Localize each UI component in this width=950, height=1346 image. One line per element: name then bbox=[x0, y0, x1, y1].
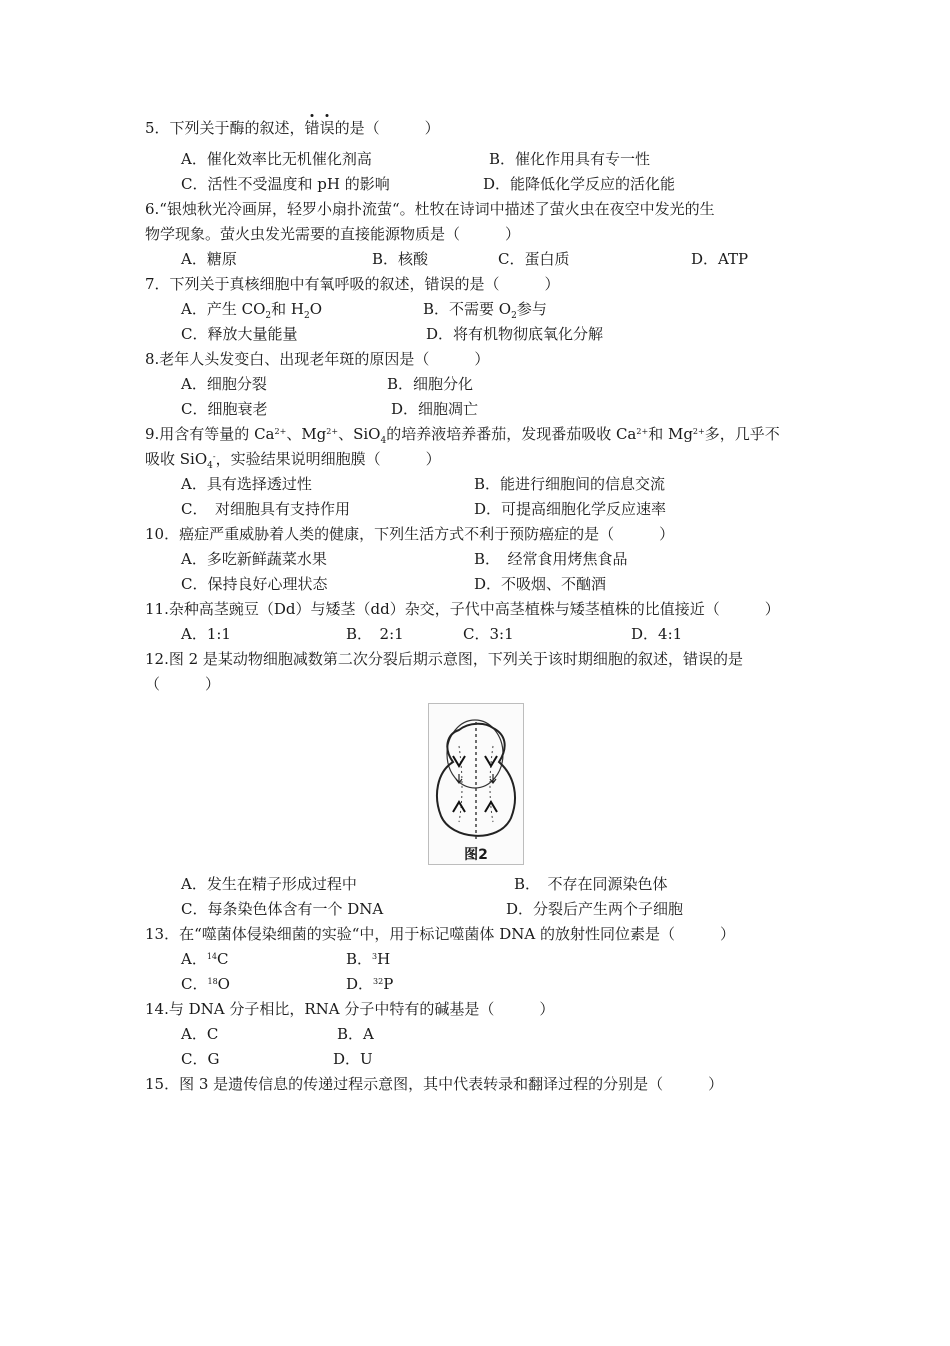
q9-option-d: D．可提高细胞化学反应速率 bbox=[474, 500, 667, 518]
q13-c-label: C． bbox=[181, 975, 208, 993]
q12-option-c: C．每条染色体含有一个 DNA bbox=[181, 900, 384, 918]
q15-stem: 15．图 3 是遗传信息的传递过程示意图，其中代表转录和翻译过程的分别是（ ） bbox=[145, 1075, 724, 1093]
q13-b-mass: 3 bbox=[372, 952, 378, 961]
q13-stem: 13．在“噬菌体侵染细菌的实验“中，用于标记噬菌体 DNA 的放射性同位素是（ ） bbox=[145, 925, 735, 943]
q9-l2sup: - bbox=[212, 452, 216, 461]
q13-d-label: D． bbox=[346, 975, 374, 993]
q9-s1: 9.用含有等量的 Ca bbox=[145, 425, 275, 443]
q6-option-a: A．糖原 bbox=[181, 250, 237, 268]
q7-a-part1: A．产生 CO bbox=[181, 300, 266, 318]
q12-option-a: A．发生在精子形成过程中 bbox=[181, 875, 357, 893]
figure-caption: 图2 bbox=[464, 847, 488, 863]
q10-option-b: B． 经常食用烤焦食品 bbox=[474, 550, 628, 568]
q11-option-a: A．1:1 bbox=[181, 625, 231, 643]
q8-option-b: B．细胞分化 bbox=[387, 375, 474, 393]
q9-sup2: 2+ bbox=[326, 427, 339, 436]
q14-option-a: A．C bbox=[181, 1025, 219, 1043]
q9-stem-line2 bbox=[145, 449, 441, 469]
q5-stem bbox=[145, 118, 440, 138]
q13-c-element: O bbox=[217, 975, 230, 993]
q7-option-d: D．将有机物彻底氧化分解 bbox=[426, 325, 604, 343]
q8-option-a: A．细胞分裂 bbox=[181, 375, 267, 393]
spindle-fibre-right bbox=[490, 746, 493, 822]
q5-option-b: B．催化作用具有专一性 bbox=[489, 150, 651, 168]
q9-sup4: 2+ bbox=[636, 427, 649, 436]
q13-d-element: P bbox=[383, 975, 394, 993]
q12-option-b: B． 不存在同源染色体 bbox=[514, 875, 668, 893]
chromosome-lower-left bbox=[453, 802, 465, 812]
q7-option-a bbox=[181, 299, 322, 319]
q7-b-part1: B．不需要 O bbox=[423, 300, 512, 318]
q9-option-c: C． 对细胞具有支持作用 bbox=[181, 500, 350, 518]
figure-2-cell-diagram bbox=[428, 703, 524, 865]
q13-option-d bbox=[346, 974, 393, 994]
q7-a-part3: O bbox=[309, 300, 323, 318]
q13-a-element: C bbox=[217, 950, 229, 968]
q10-option-c: C．保持良好心理状态 bbox=[181, 575, 328, 593]
q14-stem: 14.与 DNA 分子相比，RNA 分子中特有的碱基是（ ） bbox=[145, 1000, 555, 1018]
arrow-left bbox=[456, 774, 462, 783]
q9-sup5: 2+ bbox=[692, 427, 705, 436]
q5-stem-text: 5．下列关于酶的叙述， bbox=[145, 119, 305, 137]
q8-option-d: D．细胞凋亡 bbox=[391, 400, 479, 418]
q13-c-mass: 18 bbox=[207, 977, 218, 986]
spindle-upper-arc bbox=[447, 720, 503, 788]
q7-b-sub: 2 bbox=[511, 311, 517, 321]
q11-option-c: C．3:1 bbox=[463, 625, 514, 643]
q9-s6: 多，几乎不 bbox=[704, 425, 780, 443]
q5-emphasis-1: 错 bbox=[304, 119, 320, 137]
q5-option-a: A．催化效率比无机催化剂高 bbox=[181, 150, 372, 168]
q9-l2b: ，实验结果说明细胞膜（ ） bbox=[215, 450, 441, 468]
q14-option-d: D．U bbox=[333, 1050, 373, 1068]
q8-stem: 8.老年人头发变白、出现老年斑的原因是（ ） bbox=[145, 350, 490, 368]
q11-option-d: D．4:1 bbox=[631, 625, 683, 643]
q9-l2a: 吸收 SiO bbox=[145, 450, 208, 468]
q8-option-c: C．细胞衰老 bbox=[181, 400, 268, 418]
q14-option-c: C．G bbox=[181, 1050, 220, 1068]
q13-option-b bbox=[346, 949, 390, 969]
q9-sub3: 4 bbox=[380, 436, 387, 446]
q9-sup1: 2+ bbox=[274, 427, 287, 436]
q6-option-c: C．蛋白质 bbox=[498, 250, 570, 268]
q7-a-sub1: 2 bbox=[265, 311, 272, 321]
cell-division-drawing bbox=[429, 704, 523, 864]
q13-b-label: B． bbox=[346, 950, 373, 968]
q9-s5: 和 Mg bbox=[648, 425, 693, 443]
q9-option-a: A．具有选择透过性 bbox=[181, 475, 312, 493]
q7-a-part2: 和 H bbox=[271, 300, 304, 318]
q11-stem: 11.杂种高茎豌豆（Dd）与矮茎（dd）杂交，子代中高茎植株与矮茎植株的比值接近（ ） bbox=[145, 600, 780, 618]
q6-stem-line2: 物学现象。萤火虫发光需要的直接能源物质是（ ） bbox=[145, 225, 521, 243]
q7-option-b bbox=[423, 299, 547, 319]
q14-option-b: B．A bbox=[337, 1025, 374, 1043]
q12-option-d: D．分裂后产生两个子细胞 bbox=[506, 900, 684, 918]
q12-stem-line2: （ ） bbox=[145, 675, 221, 693]
q11-option-b: B． 2:1 bbox=[346, 625, 404, 643]
q12-stem-line1: 12.图 2 是某动物细胞减数第二次分裂后期示意图，下列关于该时期细胞的叙述，错误的是 bbox=[145, 650, 743, 668]
q13-b-element: H bbox=[377, 950, 391, 968]
q5-emphasis-2: 误 bbox=[319, 119, 335, 137]
q7-stem: 7．下列关于真核细胞中有氧呼吸的叙述，错误的是（ ） bbox=[145, 275, 560, 293]
q7-b-part2: 参与 bbox=[516, 300, 547, 318]
q6-stem-line1: 6.“银烛秋光冷画屏，轻罗小扇扑流萤“。杜牧在诗词中描述了萤火虫在夜空中发光的生 bbox=[145, 200, 715, 218]
q9-l2sub: 4 bbox=[207, 461, 213, 471]
q9-s3: 、SiO bbox=[338, 425, 381, 443]
chromosome-upper-left bbox=[453, 756, 465, 766]
q10-option-a: A．多吃新鲜蔬菜水果 bbox=[181, 550, 327, 568]
q7-a-sub2: 2 bbox=[303, 311, 310, 321]
q5-option-d: D．能降低化学反应的活化能 bbox=[483, 175, 676, 193]
q13-d-mass: 32 bbox=[373, 977, 384, 986]
q13-a-mass: 14 bbox=[206, 952, 218, 961]
q5-stem-end: 的是（ ） bbox=[334, 119, 440, 137]
q6-option-d: D．ATP bbox=[691, 250, 749, 268]
q9-stem-line1 bbox=[145, 424, 780, 444]
q9-option-b: B．能进行细胞间的信息交流 bbox=[474, 475, 666, 493]
q10-option-d: D．不吸烟、不酗酒 bbox=[474, 575, 607, 593]
q7-option-c: C．释放大量能量 bbox=[181, 325, 298, 343]
q9-s4: 的培养液培养番茄，发现番茄吸收 Ca bbox=[386, 425, 637, 443]
q10-stem: 10．癌症严重威胁着人类的健康，下列生活方式不利于预防癌症的是（ ） bbox=[145, 525, 675, 543]
q5-option-c: C．活性不受温度和 pH 的影响 bbox=[181, 175, 390, 193]
q9-s2: 、Mg bbox=[286, 425, 327, 443]
q13-option-a bbox=[181, 949, 229, 969]
q13-option-c bbox=[181, 974, 230, 994]
q13-a-label: A． bbox=[181, 950, 207, 968]
q6-option-b: B．核酸 bbox=[372, 250, 429, 268]
